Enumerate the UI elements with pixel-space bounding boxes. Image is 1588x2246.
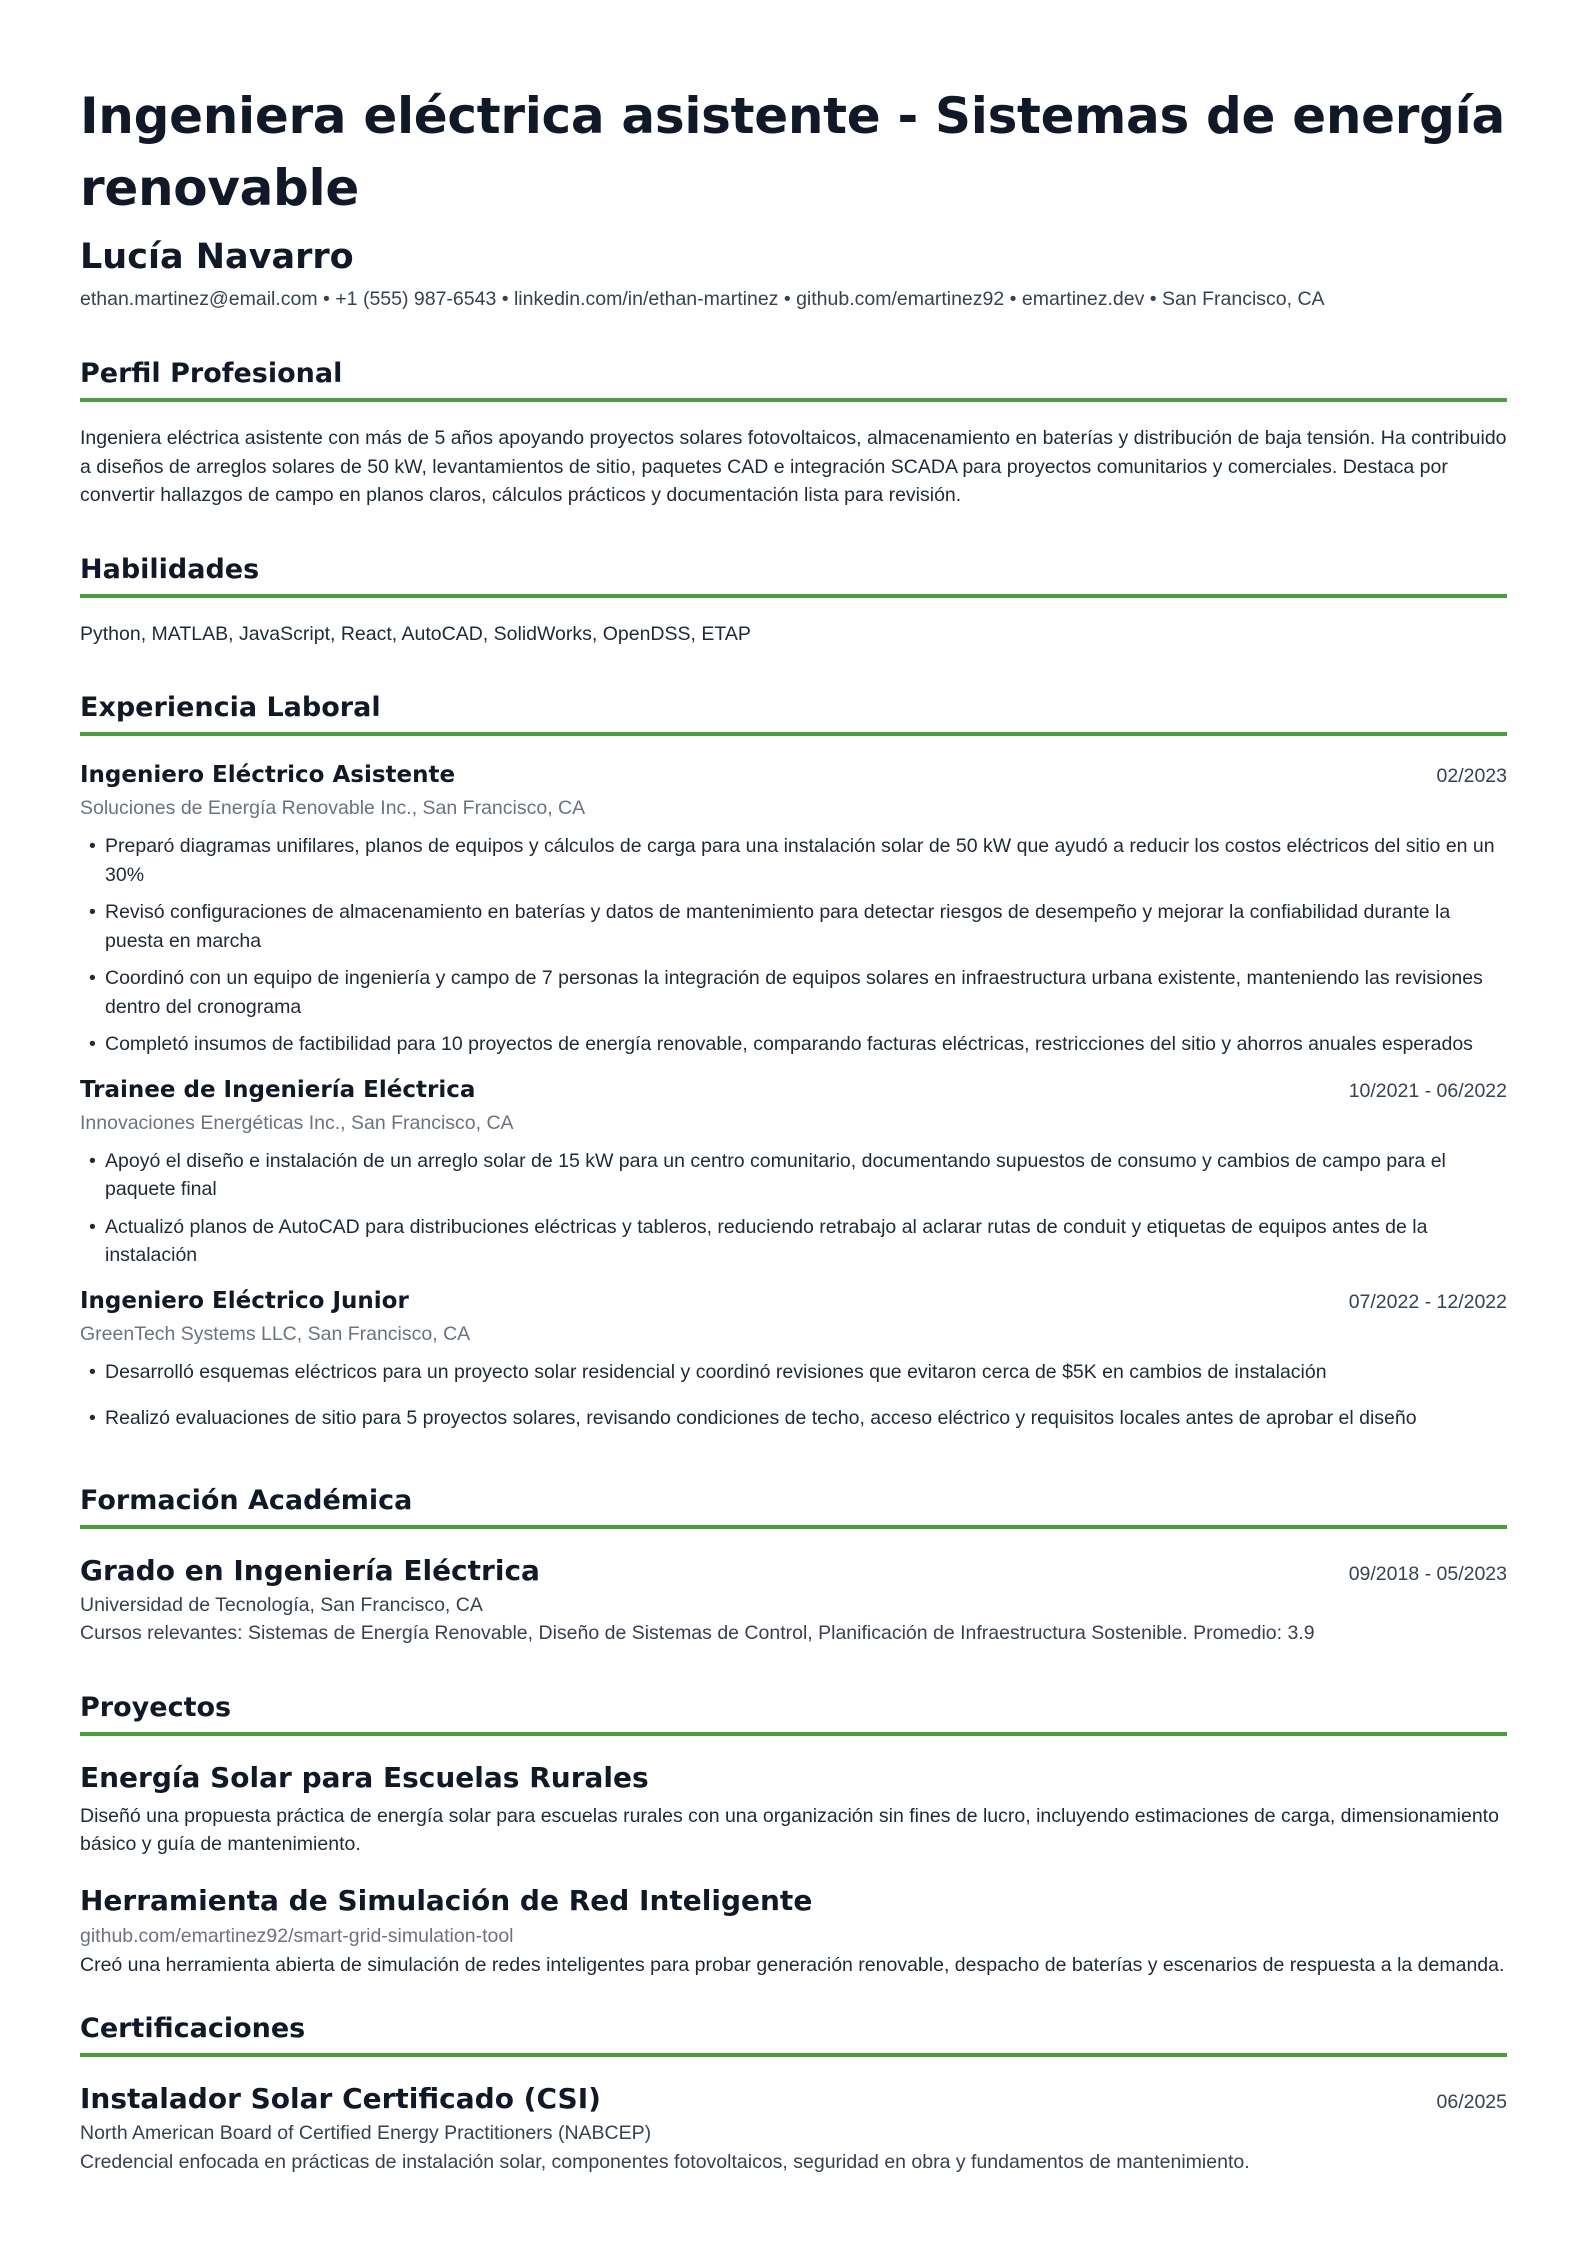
- bullet-icon: •: [89, 1033, 96, 1055]
- job-bullets: [80, 1358, 1507, 1433]
- section-divider: [80, 1732, 1507, 1736]
- bullet-item: • Apoyó el diseño e instalación de un arreglo solar de 15 kW para un centro comunitario, documentando supuestos de consumo y cambios de campo para el paquete final: [80, 1147, 1507, 1204]
- job-bullets: [80, 832, 1507, 1059]
- bullet-item: • Realizó evaluaciones de sitio para 5 proyectos solares, revisando condiciones de techo, acceso eléctrico y requisitos locales antes de aprobar el diseño: [80, 1404, 1507, 1433]
- section-divider: [80, 1525, 1507, 1529]
- bullet-item: • Actualizó planos de AutoCAD para distribuciones eléctricas y tableros, reduciendo retrabajo al aclarar rutas de conduit y etiquetas de equipos antes de la instalación: [80, 1213, 1507, 1270]
- job-date: 10/2021 - 06/2022: [1348, 1079, 1507, 1102]
- certification-date: 06/2025: [1436, 2091, 1507, 2113]
- project-title: Energía Solar para Escuelas Rurales: [80, 1760, 649, 1794]
- degree-title: Grado en Ingeniería Eléctrica: [80, 1553, 540, 1587]
- certification-description: Credencial enfocada en prácticas de instalación solar, componentes fotovoltaicos, seguridad en obra y fundamentos de mantenimiento.: [80, 2150, 1250, 2173]
- resume-title: Ingeniera eléctrica asistente - Sistemas de energía renovable: [80, 87, 1505, 217]
- section-heading-projects: Proyectos: [80, 1691, 232, 1723]
- bullet-icon: •: [89, 901, 96, 923]
- school-name: Universidad de Tecnología, San Francisco, CA: [80, 1593, 483, 1616]
- bullet-icon: •: [89, 1407, 96, 1429]
- job-date: 07/2022 - 12/2022: [1348, 1290, 1507, 1313]
- section-heading-certifications: Certificaciones: [80, 2013, 306, 2044]
- bullet-icon: •: [89, 1215, 96, 1238]
- bullet-icon: •: [89, 967, 96, 989]
- job-title: Trainee de Ingeniería Eléctrica: [80, 1076, 476, 1103]
- job-date: 02/2023: [1436, 765, 1507, 787]
- education-section: [80, 1481, 1507, 1648]
- bullet-icon: •: [89, 1149, 96, 1172]
- experience-section: [80, 688, 1507, 1433]
- certification-issuer: North American Board of Certified Energy Practitioners (NABCEP): [80, 2122, 652, 2144]
- projects-section: [80, 1688, 1507, 1980]
- bullet-item: • Preparó diagramas unifilares, planos de equipos y cálculos de carga para una instalación solar de 50 kW que ayudó a reducir los costos eléctricos del sitio en un 30%: [80, 832, 1507, 889]
- section-heading-education: Formación Académica: [80, 1484, 413, 1516]
- job-entry: [80, 1284, 1507, 1433]
- resume-page: [80, 80, 1507, 2176]
- project-entry: [80, 1881, 1507, 1980]
- certification-title: Instalador Solar Certificado (CSI): [80, 2082, 601, 2115]
- job-entry: [80, 758, 1507, 1059]
- section-divider: [80, 398, 1507, 402]
- bullet-item: • Revisó configuraciones de almacenamiento en baterías y datos de mantenimiento para detectar riesgos de desempeño y mejorar la confiabilidad durante la puesta en marcha: [80, 898, 1507, 955]
- education-details: Cursos relevantes: Sistemas de Energía Renovable, Diseño de Sistemas de Control, Planificación de Infraestructura Sostenible. Promedio: 3.9: [80, 1622, 1315, 1644]
- profile-section: [80, 354, 1507, 510]
- project-link[interactable]: github.com/emartinez92/smart-grid-simulation-tool: [80, 1924, 514, 1947]
- bullet-item: • Desarrolló esquemas eléctricos para un proyecto solar residencial y coordinó revisiones que evitaron cerca de $5K en cambios de instalación: [80, 1358, 1507, 1387]
- job-bullets: [80, 1147, 1507, 1270]
- skills-list: Python, MATLAB, JavaScript, React, AutoCAD, SolidWorks, OpenDSS, ETAP: [80, 622, 751, 645]
- job-entry: [80, 1073, 1507, 1270]
- project-description: Diseñó una propuesta práctica de energía solar para escuelas rurales con una organización sin fines de lucro, incluyendo estimaciones de carga, dimensionamiento básico y guía de mantenimiento.: [80, 1804, 1499, 1855]
- profile-summary: Ingeniera eléctrica asistente con más de 5 años apoyando proyectos solares fotovoltaicos, almacenamiento en baterías y distribución de baja tensión. Ha contribuido a diseños de arreglos solares de 50 kW, levantamientos de sitio, paquetes CAD e integración SCADA para proyectos comunitarios y comerciales. Destaca por convertir hallazgos de campo en planos claros, cálculos prácticos y documentación lista para revisión.: [80, 427, 1507, 506]
- project-entry: [80, 1758, 1507, 1859]
- section-divider: [80, 732, 1507, 736]
- bullet-item: • Coordinó con un equipo de ingeniería y campo de 7 personas la integración de equipos solares en infraestructura urbana existente, manteniendo las revisiones dentro del cronograma: [80, 964, 1507, 1021]
- project-title: Herramienta de Simulación de Red Inteligente: [80, 1883, 813, 1917]
- job-title: Ingeniero Eléctrico Junior: [80, 1287, 409, 1314]
- job-company: Soluciones de Energía Renovable Inc., San Francisco, CA: [80, 797, 586, 819]
- certifications-section: [80, 2009, 1507, 2176]
- section-heading-skills: Habilidades: [80, 553, 260, 585]
- section-heading-experience: Experiencia Laboral: [80, 692, 381, 723]
- bullet-item: • Completó insumos de factibilidad para 10 proyectos de energía renovable, comparando facturas eléctricas, restricciones del sitio y ahorros anuales esperados: [80, 1030, 1507, 1059]
- bullet-icon: •: [89, 835, 96, 857]
- job-title: Ingeniero Eléctrico Asistente: [80, 762, 456, 788]
- section-divider: [80, 594, 1507, 598]
- education-date: 09/2018 - 05/2023: [1348, 1562, 1507, 1585]
- skills-section: [80, 550, 1507, 649]
- project-description: Creó una herramienta abierta de simulación de redes inteligentes para probar generación renovable, despacho de baterías y escenarios de respuesta a la demanda.: [80, 1953, 1505, 1976]
- bullet-icon: •: [89, 1360, 96, 1383]
- section-divider: [80, 2053, 1507, 2057]
- candidate-name: Lucía Navarro: [80, 237, 354, 277]
- job-company: Innovaciones Energéticas Inc., San Francisco, CA: [80, 1111, 514, 1134]
- section-heading-profile: Perfil Profesional: [80, 358, 343, 389]
- job-company: GreenTech Systems LLC, San Francisco, CA: [80, 1322, 471, 1345]
- contact-line: ethan.martinez@email.com • +1 (555) 987-6543 • linkedin.com/in/ethan-martinez • github.com/emartinez92 • emartinez.dev • San Francisco, CA: [80, 288, 1325, 310]
